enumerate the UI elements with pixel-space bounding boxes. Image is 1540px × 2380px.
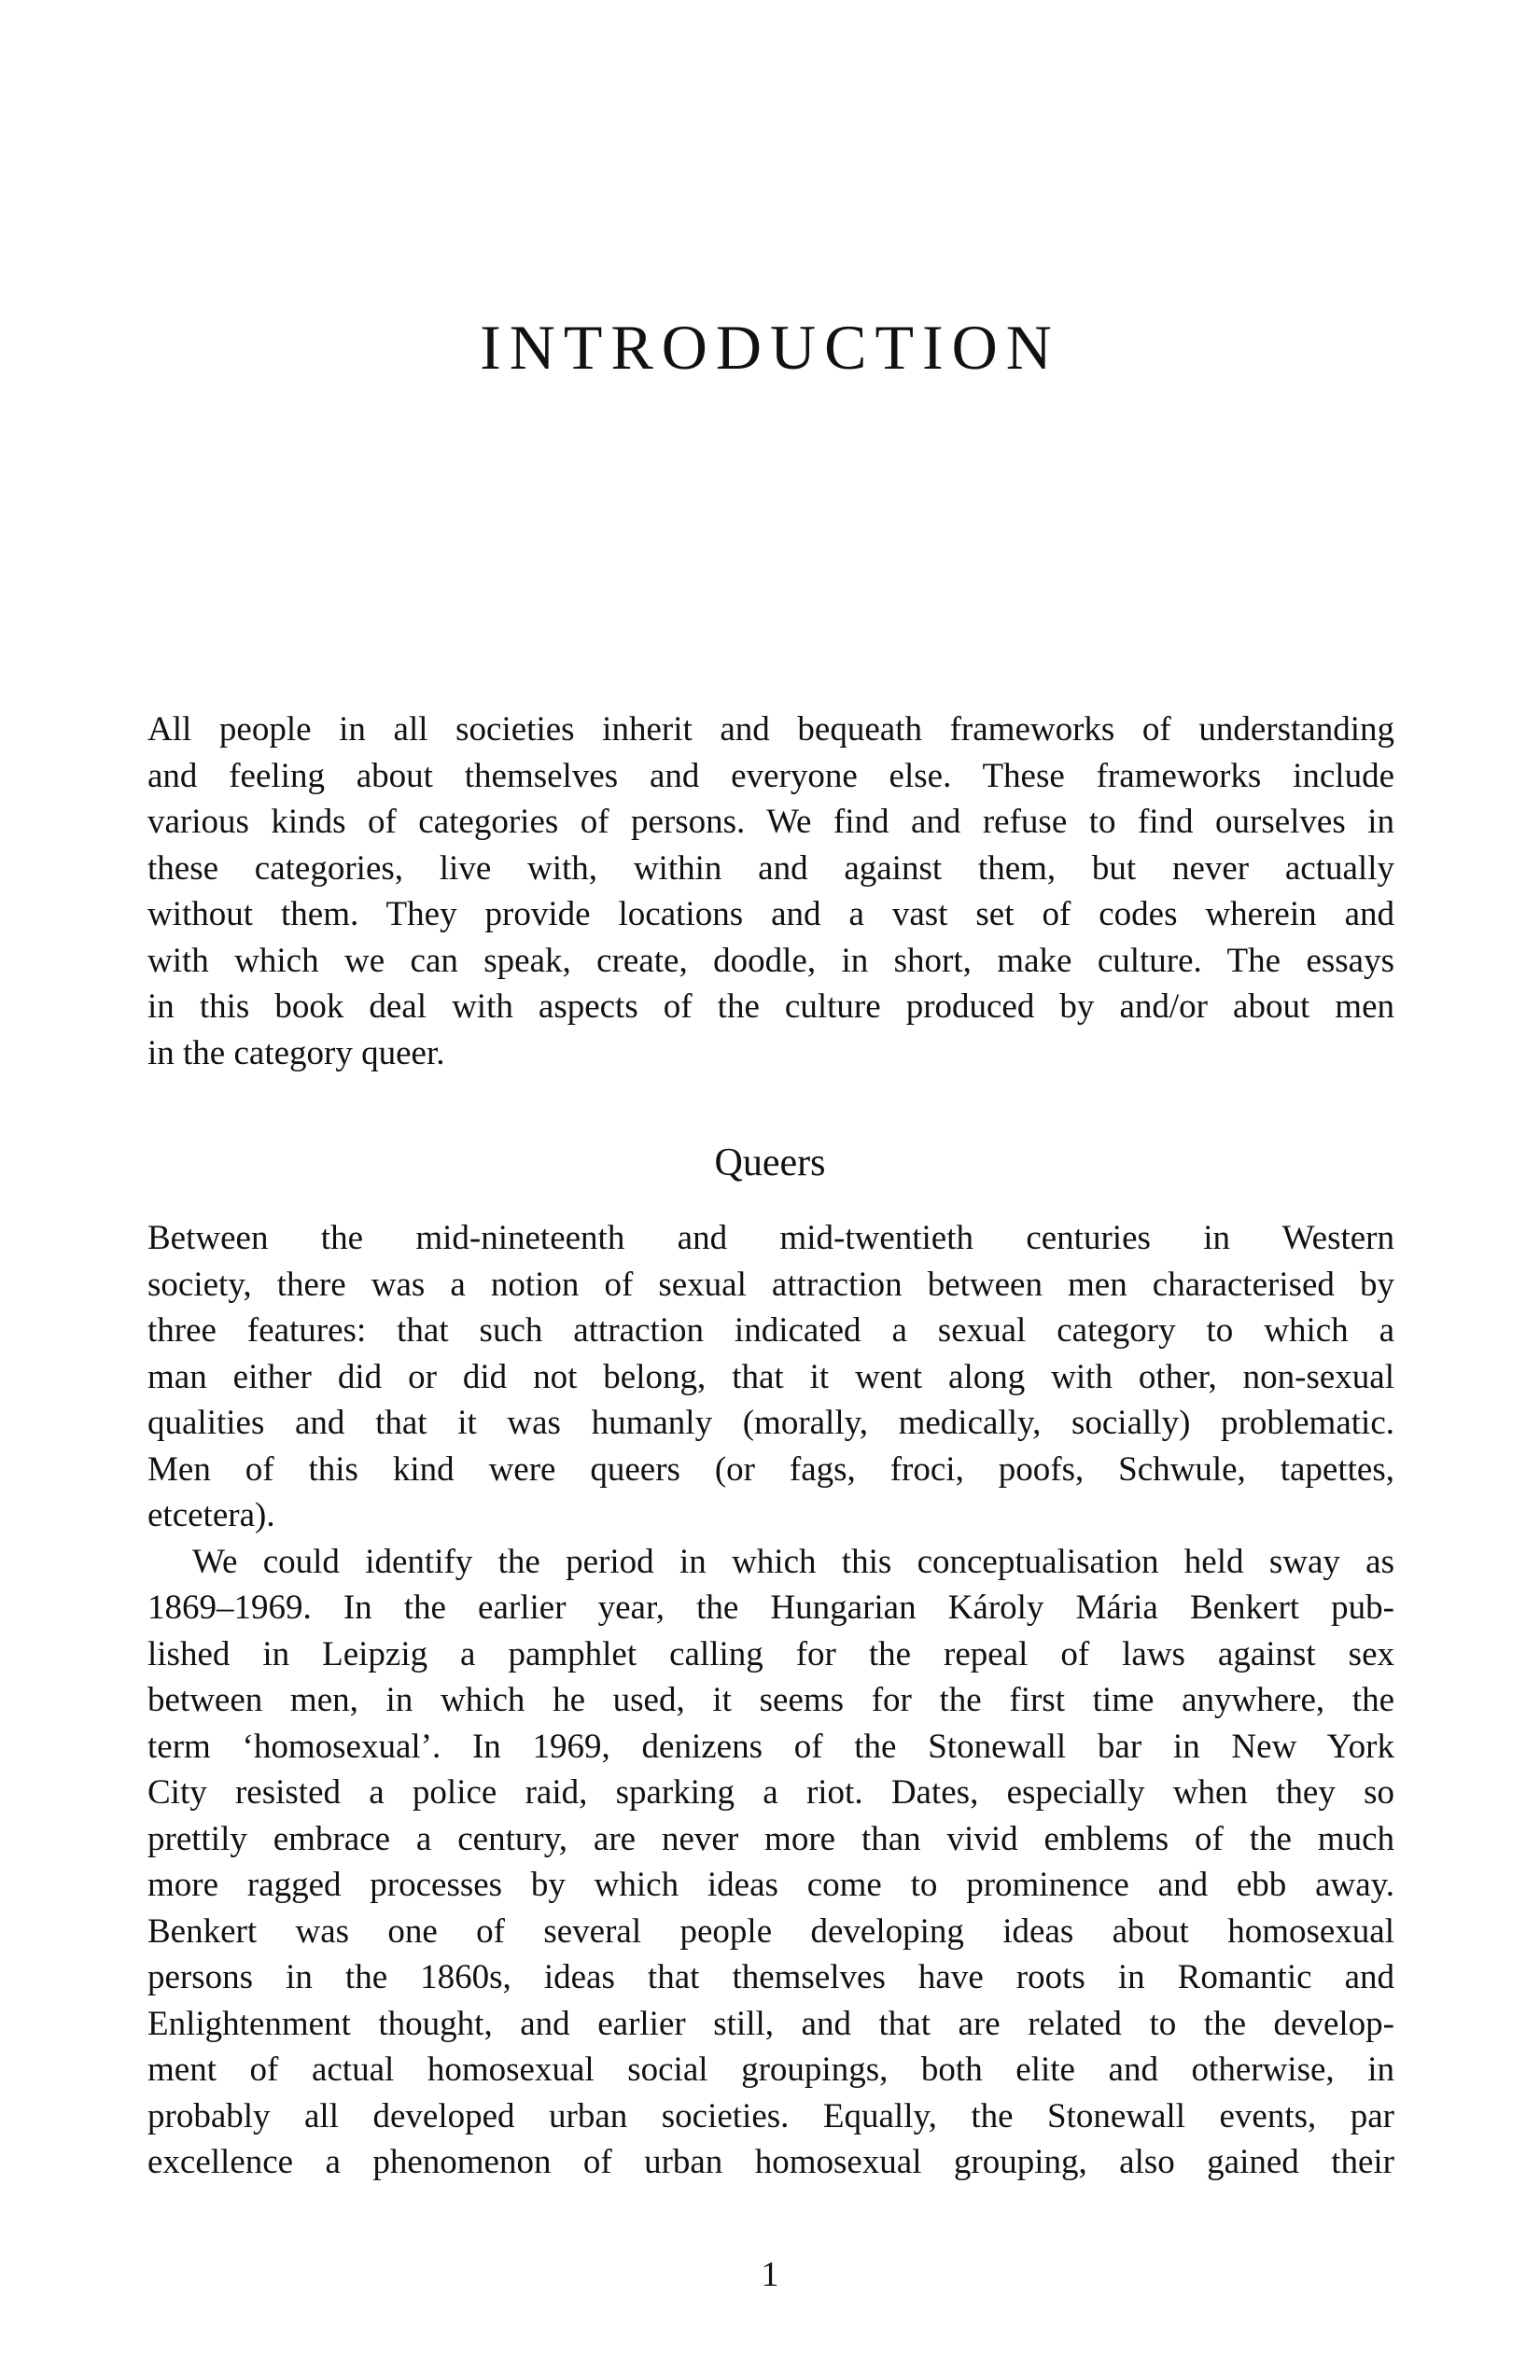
text-line: between men, in which he used, it seems for the first time anywhere, the bbox=[147, 1681, 1394, 1719]
text-line: lished in Leipzig a pamphlet calling for the repeal of laws against sex bbox=[147, 1634, 1394, 1673]
text-line: term ‘homosexual’. In 1969, denizens of the Stonewall bar in New York bbox=[147, 1727, 1394, 1766]
text-line: and feeling about themselves and everyone else. These frameworks include bbox=[147, 756, 1394, 795]
text-line: Men of this kind were queers (or fags, froci, poofs, Schwule, tapettes, bbox=[147, 1449, 1394, 1489]
text-line: prettily embrace a century, are never more than vivid emblems of the much bbox=[147, 1819, 1394, 1858]
text-line: Enlightenment thought, and earlier still, and that are related to the develop- bbox=[147, 2004, 1394, 2043]
text-line: 1869–1969. In the earlier year, the Hungarian Károly Mária Benkert pub- bbox=[147, 1589, 1394, 1627]
text-line: in the category queer. bbox=[147, 1033, 445, 1072]
text-line: ment of actual homosexual social groupings, both elite and otherwise, in bbox=[147, 2051, 1394, 2089]
text-line: excellence a phenomenon of urban homosexual grouping, also gained their bbox=[147, 2143, 1394, 2181]
text-line: more ragged processes by which ideas come to prominence and ebb away. bbox=[147, 1866, 1394, 1904]
text-line: in this book deal with aspects of the culture produced by and/or about men bbox=[147, 987, 1394, 1026]
text-line: Benkert was one of several people developing ideas about homosexual bbox=[147, 1911, 1394, 1951]
text-line: Between the mid-nineteenth and mid-twentieth centuries in Western bbox=[147, 1219, 1394, 1257]
section-heading: Queers bbox=[714, 1141, 826, 1184]
text-line: probably all developed urban societies. Equally, the Stonewall events, par bbox=[147, 2096, 1394, 2135]
text-line: We could identify the period in which this conceptualisation held sway as bbox=[192, 1542, 1394, 1581]
text-line: etcetera). bbox=[147, 1496, 275, 1534]
text-line: qualities and that it was humanly (morally, medically, socially) problematic. bbox=[147, 1404, 1394, 1442]
text-line: City resisted a police raid, sparking a riot. Dates, especially when they so bbox=[147, 1773, 1394, 1812]
text-line: All people in all societies inherit and bequeath frameworks of understanding bbox=[147, 710, 1394, 749]
text-line: with which we can speak, create, doodle, in short, make culture. The essays bbox=[147, 941, 1394, 980]
text-line: various kinds of categories of persons. We find and refuse to find ourselves in bbox=[147, 803, 1394, 841]
intro-paragraph bbox=[147, 707, 1394, 1076]
page-number: 1 bbox=[761, 2255, 779, 2294]
text-line: society, there was a notion of sexual attraction between men characterised by bbox=[147, 1265, 1394, 1304]
text-line: these categories, live with, within and against them, but never actually bbox=[147, 848, 1394, 888]
text-line: without them. They provide locations and a vast set of codes wherein and bbox=[147, 895, 1394, 933]
text-line: man either did or did not belong, that it went along with other, non-sexual bbox=[147, 1357, 1394, 1396]
queers-section-body bbox=[147, 1215, 1394, 2186]
chapter-title: INTRODUCTION bbox=[480, 312, 1060, 383]
text-line: three features: that such attraction indicated a sexual category to which a bbox=[147, 1311, 1394, 1350]
text-line: persons in the 1860s, ideas that themselves have roots in Romantic and bbox=[147, 1958, 1394, 1996]
